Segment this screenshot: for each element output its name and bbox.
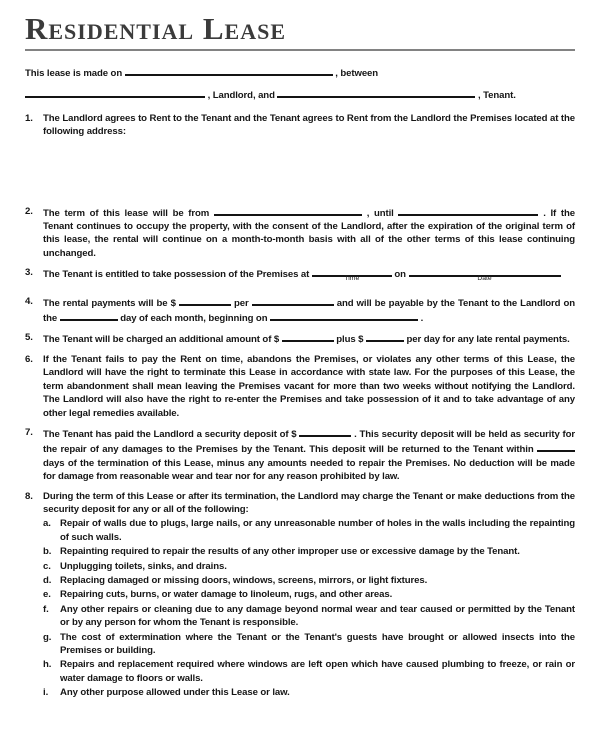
clause-number: 4. (25, 295, 33, 307)
landlord-name-blank-field (25, 87, 205, 98)
text-segment: plus $ (336, 334, 364, 346)
time-label: Time (344, 275, 360, 283)
subitem-letter: f. (43, 603, 49, 615)
text-segment: day of each month, beginning on (120, 313, 268, 325)
rent-period-blank-field (252, 295, 334, 306)
document-title: Residential Lease (25, 11, 287, 46)
clause-text (43, 331, 575, 346)
clause-text (43, 426, 575, 484)
deduction-item-a (43, 517, 575, 544)
title-divider (25, 49, 575, 51)
clause-text (43, 295, 575, 326)
subitem-letter: i. (43, 687, 49, 699)
deduction-item-c (43, 560, 575, 573)
subitem-letter: b. (43, 546, 52, 558)
clause-5-late-fees (25, 331, 575, 346)
clause-number: 7. (25, 426, 33, 438)
deduction-item-b (43, 545, 575, 558)
possession-date-blank-field (409, 266, 561, 283)
clause-number: 8. (25, 490, 33, 502)
deduction-item-g (43, 631, 575, 658)
subitem-text: The cost of extermination where the Tenant or the Tenant's guests have brought or allowed insects into the Premises or building. (60, 631, 575, 656)
text-segment: , Landlord, and (207, 90, 275, 102)
text-segment: , until (366, 207, 394, 219)
subitem-text: Any other purpose allowed under this Lease or law. (60, 687, 290, 699)
text-segment: The Landlord agrees to Rent to the Tenant and the Tenant agrees to Rent from the Landlord the Premises located at the following address: (43, 112, 575, 138)
subitem-text: Repairing cuts, burns, or water damage to linoleum, rugs, and other areas. (60, 589, 393, 601)
clause-text (43, 353, 575, 420)
late-fee-per-day-blank-field (366, 331, 404, 342)
begin-date-blank-field (270, 310, 418, 321)
text-segment: days of the termination of this Lease, minus any amounts needed to repair the Premises. No deduction will be made for damage from reasonable wear and tear nor for any reason prohibited by law. (43, 457, 575, 483)
clause-text (43, 266, 575, 281)
text-segment: . If the Tenant continues to occupy the property, with the consent of the Landlord, after the expiration of the original term of this lease, the rental will continue on a month-to-month basis with all of the other terms of this lease continuing unchanged. (43, 207, 575, 259)
clause-2-term (25, 205, 575, 261)
subitem-letter: d. (43, 574, 52, 586)
clause-8-deductions (25, 490, 575, 701)
address-blank-space (43, 139, 575, 199)
deduction-item-h (43, 658, 575, 685)
subitem-text: Repairs and replacement required where windows are left open which have caused plumbing to freeze, or rain or water damage to floors or walls. (60, 659, 575, 684)
clause-7-security-deposit (25, 426, 575, 484)
text-segment: . (420, 313, 424, 325)
subitem-text: Repair of walls due to plugs, large nails, or any unreasonable number of holes in the walls including the repainting of such walls. (60, 518, 575, 543)
rent-amount-blank-field (179, 295, 231, 306)
text-segment: The Tenant is entitled to take possession of the Premises at (43, 269, 310, 281)
clause-1-premises (25, 112, 575, 199)
deduction-item-d (43, 574, 575, 587)
late-fee-blank-field (282, 331, 334, 342)
text-segment: This lease is made on (25, 68, 123, 79)
text-segment: , between (335, 68, 379, 79)
text-segment: The term of this lease will be from (43, 207, 210, 219)
text-segment: . This security deposit will be held as security for the repair of any damages to the Premises by the Tenant. This deposit will be returned to the Tenant within (43, 428, 575, 456)
clause-text (43, 112, 575, 199)
subitem-letter: h. (43, 659, 52, 671)
text-segment: on (394, 269, 406, 281)
text-segment: , Tenant. (478, 90, 516, 102)
text-segment: The rental payments will be $ (43, 297, 176, 309)
text-segment: During the term of this Lease or after its termination, the Landlord may charge the Tenant or make deductions from the security deposit for any or all of the following: (43, 490, 575, 515)
subitem-letter: g. (43, 631, 52, 643)
text-segment: and will be payable by the Tenant to the Landlord on the (43, 297, 575, 325)
deposit-amount-blank-field (299, 426, 351, 437)
subitem-letter: a. (43, 518, 51, 530)
clause-number: 5. (25, 332, 33, 344)
lease-intro (25, 65, 575, 103)
clause-6-default (25, 353, 575, 420)
text-segment: The Tenant will be charged an additional amount of $ (43, 334, 280, 346)
text-segment: per day for any late rental payments. (406, 334, 570, 346)
deduction-item-e (43, 588, 575, 601)
clause-number: 6. (25, 353, 33, 365)
text-segment: per (233, 297, 249, 309)
text-segment: The Tenant has paid the Landlord a security deposit of $ (43, 428, 297, 440)
parties-line (25, 87, 575, 102)
date-label: Date (477, 275, 492, 283)
term-start-blank-field (214, 205, 362, 216)
term-end-blank-field (398, 205, 538, 216)
text-segment: If the Tenant fails to pay the Rent on time, abandons the Premises, or violates any other terms of this Lease, the Landlord will have the right to terminate this Lease in accordance with state law. For the purposes of this Lease, the term abandonment shall mean leaving the Premises vacant for more than two weeks without notifying the Landlord. The Landlord will also have the right to re-enter the Premises and take possession of it and to take advantage of any other legal remedies available. (43, 353, 575, 419)
clause-4-rent (25, 295, 575, 326)
tenant-name-blank-field (277, 87, 475, 98)
subitem-text: Repainting required to repair the results of any other improper use or excessive damage by the Tenant. (60, 546, 520, 558)
clause-number: 3. (25, 267, 33, 279)
made-on-line (25, 65, 575, 80)
clause-text (43, 490, 575, 701)
deduction-item-i (43, 686, 575, 699)
possession-time-blank-field (312, 266, 392, 283)
clause-3-possession (25, 266, 575, 281)
subitem-letter: c. (43, 560, 51, 572)
subitem-text: Replacing damaged or missing doors, windows, screens, mirrors, or light fixtures. (60, 574, 428, 586)
clause-text (43, 205, 575, 261)
subitem-text: Any other repairs or cleaning due to any damage beyond normal wear and tear caused or permitted by the Tenant or by any person for whom the Tenant is responsible. (60, 603, 575, 629)
clause-number: 1. (25, 112, 33, 124)
due-day-blank-field (60, 310, 118, 321)
subitem-letter: e. (43, 589, 51, 601)
deduction-list (43, 517, 575, 699)
return-days-blank-field (537, 441, 575, 452)
deduction-item-f (43, 603, 575, 630)
clause-number: 2. (25, 205, 33, 217)
made-on-date-blank-field (125, 65, 333, 76)
subitem-text: Unplugging toilets, sinks, and drains. (60, 560, 227, 572)
